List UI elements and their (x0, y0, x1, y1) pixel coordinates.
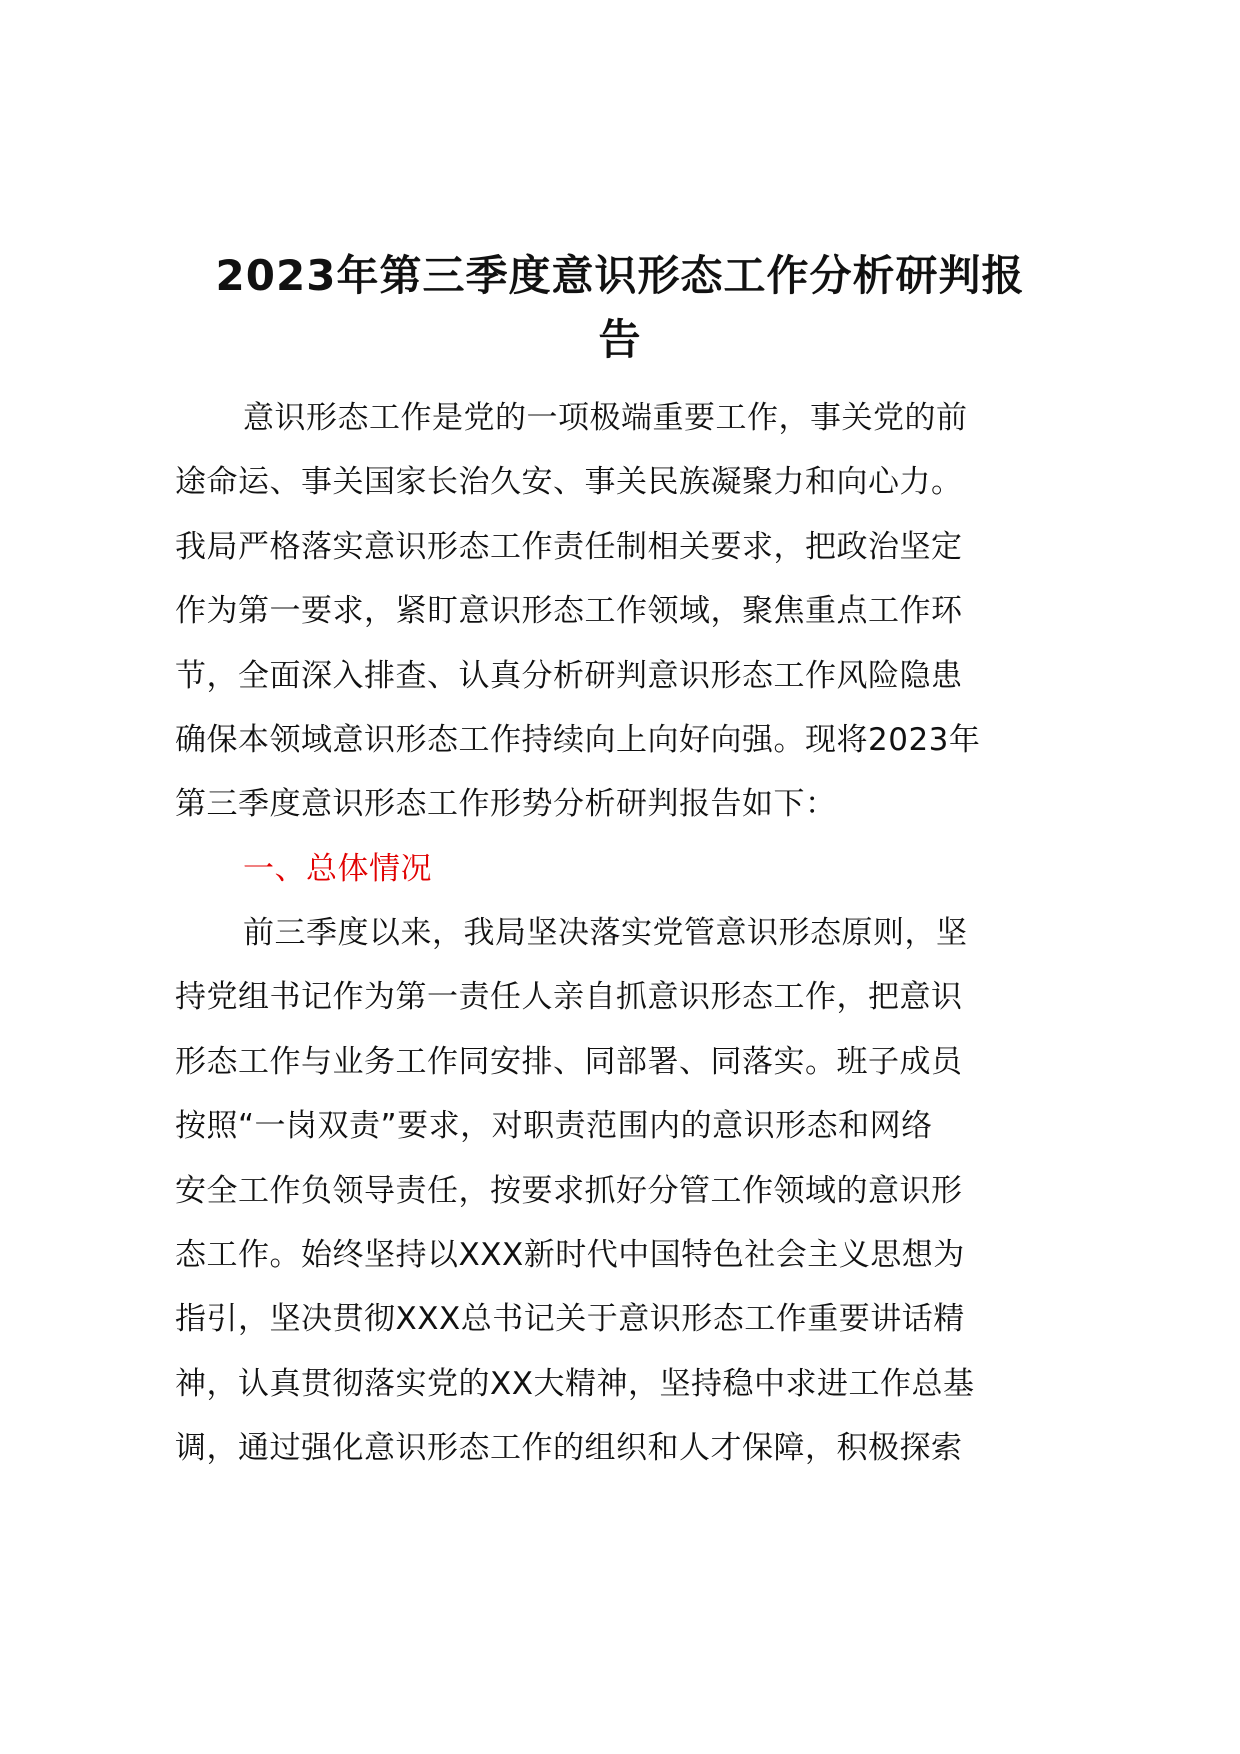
section-heading: 一、总体情况 (243, 851, 432, 887)
paragraph-line: 第三季度意识形态工作形势分析研判报告如下： (175, 786, 837, 823)
title-line-2: 告 (598, 315, 642, 364)
paragraph-line: 节，全面深入排查、认真分析研判意识形态工作风险隐患 (175, 657, 963, 694)
document-title (160, 244, 1080, 372)
paragraph-line: 前三季度以来，我局坚决落实党管意识形态原则，坚 (243, 915, 968, 951)
paragraph-line: 作为第一要求，紧盯意识形态工作领域，聚焦重点工作环 (175, 593, 963, 630)
paragraph-line: 神，认真贯彻落实党的XX大精神，坚持稳中求进工作总基 (175, 1365, 975, 1402)
paragraph-line: 按照“一岗双责”要求，对职责范围内的意识形态和网络 (175, 1108, 933, 1145)
paragraph-line: 持党组书记作为第一责任人亲自抓意识形态工作，把意识 (175, 979, 963, 1016)
paragraph-line: 安全工作负领导责任，按要求抓好分管工作领域的意识形 (175, 1172, 963, 1209)
section1-paragraph (175, 901, 1095, 1481)
intro-paragraph (175, 386, 1095, 837)
paragraph-line: 态工作。始终坚持以XXX新时代中国特色社会主义思想为 (175, 1236, 965, 1273)
section-heading-overall (175, 837, 1095, 901)
paragraph-line: 途命运、事关国家长治久安、事关民族凝聚力和向心力。 (175, 464, 963, 501)
paragraph-line: 调，通过强化意识形态工作的组织和人才保障，积极探索 (175, 1430, 963, 1467)
paragraph-line: 指引，坚决贯彻XXX总书记关于意识形态工作重要讲话精 (175, 1301, 965, 1338)
paragraph-line: 意识形态工作是党的一项极端重要工作，事关党的前 (243, 400, 968, 436)
paragraph-line: 形态工作与业务工作同安排、同部署、同落实。班子成员 (175, 1043, 963, 1080)
paragraph-line: 我局严格落实意识形态工作责任制相关要求，把政治坚定 (175, 528, 963, 565)
title-line-1: 2023年第三季度意识形态工作分析研判报 (215, 251, 1025, 300)
paragraph-line: 确保本领域意识形态工作持续向上向好向强。现将2023年 (175, 721, 981, 758)
